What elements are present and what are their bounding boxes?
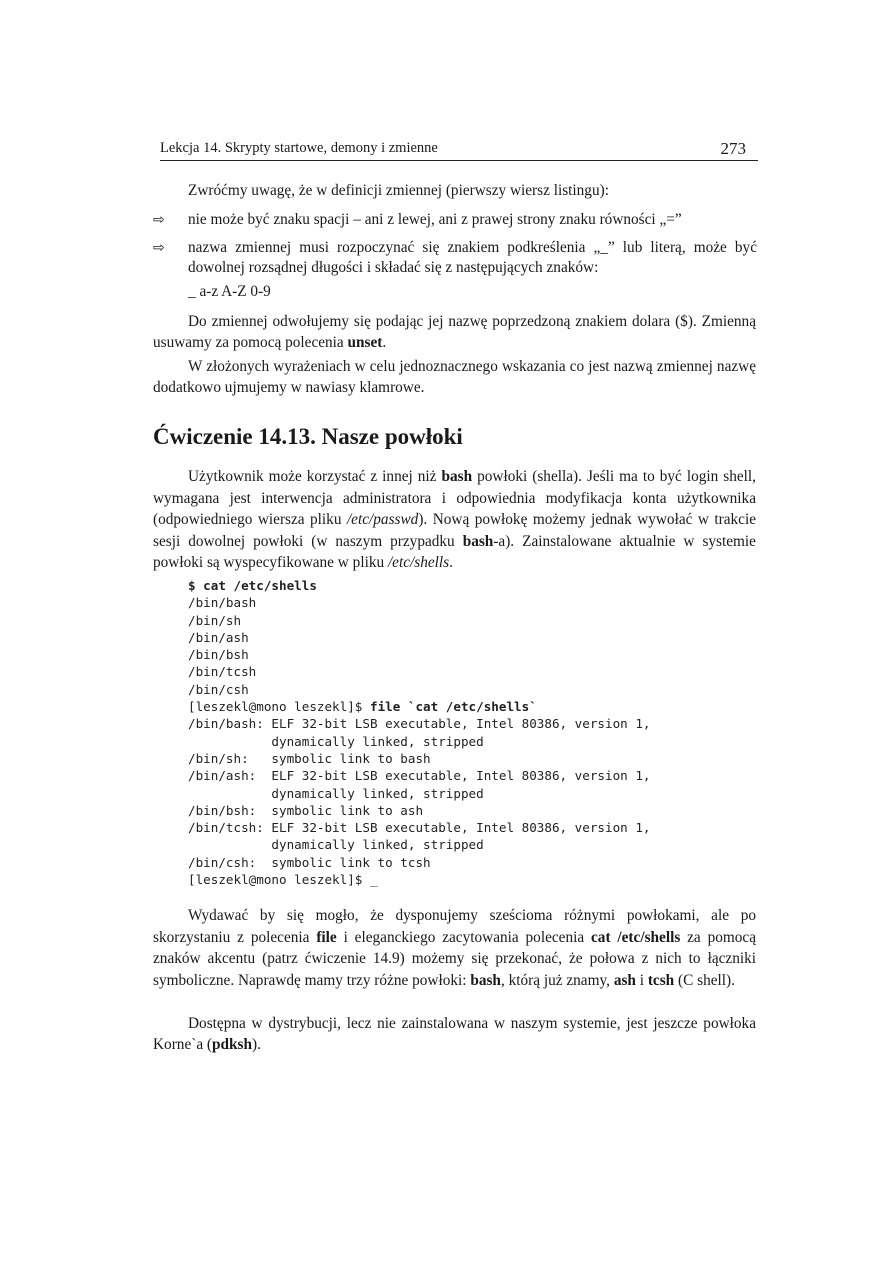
code-line: dynamically linked, stripped (188, 733, 484, 749)
code-line: dynamically linked, stripped (188, 785, 484, 801)
code-line: /bin/csh (188, 681, 249, 697)
ash-shell: ash (613, 971, 636, 989)
code-line: dynamically linked, stripped (188, 837, 484, 853)
shells-paragraph: Użytkownik może korzystać z innej niż bash powłoki (shella). Jeśli ma to być login shell, wymagana jest interwencja administratora i odpowiednia modyfikacja konta użytkownika (odpowiedniego wiersza pliku /etc/passwd). Nową powłokę możemy jednak wywołać w trakcie sesji dowolnej powłoki (w naszym przypadku bash-a). Zainstalowane aktualnie w systemie powłoki są wyspecyfikowane w pliku /etc/shells. (153, 468, 756, 571)
code-line: /bin/sh: symbolic link to bash (188, 750, 431, 766)
braces-paragraph: W złożonych wyrażeniach w celu jednoznacznego wskazania co jest nazwą zmiennej nazwę dodatkowo ujmujemy w nawiasy klamrowe. (153, 358, 756, 396)
cat-command: cat /etc/shells (591, 928, 681, 946)
code-line: /bin/csh: symbolic link to tcsh (188, 854, 431, 870)
arrow-right-icon: ⇨ (153, 240, 165, 256)
code-line: /bin/tcsh (188, 664, 257, 680)
bullet-text: nie może być znaku spacji – ani z lewej, ani z prawej strony znaku równości „=” (188, 211, 682, 228)
shells-path: /etc/shells (387, 554, 450, 571)
section-heading: Ćwiczenie 14.13. Nasze powłoki (153, 424, 463, 449)
code-line: [leszekl@mono leszekl]$ _ (188, 872, 378, 888)
korn-shell-paragraph: Dostępna w dystrybucji, lecz nie zainstalowana w naszym systemie, jest jeszcze powłoka Korne`a (pdksh). (153, 1015, 756, 1053)
code-line: /bin/ash (188, 629, 249, 645)
tcsh-shell: tcsh (647, 971, 675, 989)
intro-paragraph: Zwróćmy uwagę, że w definicji zmiennej (pierwszy wiersz listingu): (188, 182, 609, 199)
code-line: /bin/sh (188, 612, 242, 628)
running-header-title: Lekcja 14. Skrypty startowe, demony i zmienne (160, 140, 438, 156)
code-line: /bin/bsh (188, 647, 249, 663)
code-line: /bin/bash (188, 595, 257, 611)
file-command: file (316, 928, 337, 946)
code-line: /bin/tcsh: ELF 32-bit LSB executable, Intel 80386, version 1, (188, 820, 651, 836)
bash-command: bash (441, 468, 473, 485)
bash-command: bash (462, 532, 494, 550)
running-header (160, 136, 758, 161)
code-line: /bin/bsh: symbolic link to ash (188, 802, 424, 818)
code-listing (188, 577, 651, 888)
pdksh-shell: pdksh (212, 1036, 253, 1053)
symlinks-paragraph: Wydawać by się mogło, że dysponujemy sześcioma różnymi powłokami, ale po skorzystaniu z polecenia file i eleganckiego zacytowania polecenia cat /etc/shells za pomocą znaków akcentu (patrz ćwiczenie 14.9) możemy się przekonać, że połowa z nich to łączniki symboliczne. Naprawdę mamy trzy różne powłoki: bash, którą już znamy, ash i tcsh (C shell). (153, 907, 757, 989)
page-number: 273 (720, 139, 746, 158)
code-line: /bin/bash: ELF 32-bit LSB executable, Intel 80386, version 1, (188, 716, 651, 732)
bash-shell: bash (470, 971, 501, 989)
passwd-path: /etc/passwd (346, 511, 419, 528)
code-line: [leszekl@mono leszekl]$ file `cat /etc/shells` (188, 699, 537, 715)
code-line: /bin/ash: ELF 32-bit LSB executable, Intel 80386, version 1, (188, 768, 651, 784)
unset-command: unset (347, 334, 383, 351)
bullet-text: nazwa zmiennej musi rozpoczynać się znakiem podkreślenia „_” lub literą, może być dowolnej rozsądnej długości i składać się z następujących znaków: (188, 239, 757, 276)
code-line: $ cat /etc/shells (188, 578, 317, 593)
arrow-right-icon: ⇨ (153, 212, 165, 228)
allowed-characters: _ a-z A-Z 0-9 (188, 283, 271, 300)
variable-reference-paragraph: Do zmiennej odwołujemy się podając jej nazwę poprzedzoną znakiem dolara ($). Zmienną usuwamy za pomocą polecenia unset. (153, 313, 756, 351)
